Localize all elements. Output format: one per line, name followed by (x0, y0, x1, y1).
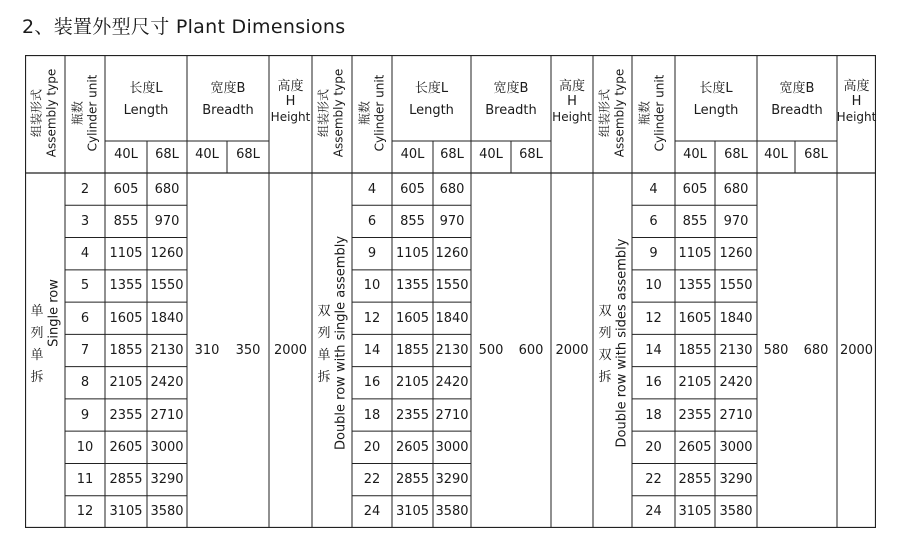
breadth-40l-value: 580 (763, 343, 789, 358)
cylinder-count: 20 (363, 439, 381, 455)
length-header-en: Length (409, 103, 454, 118)
length-40l-value: 1105 (395, 246, 430, 262)
assembly-type-char: 拆 (598, 369, 612, 385)
length-40l-value: 1855 (109, 343, 143, 358)
breadth-header-en: Breadth (202, 103, 254, 118)
length-header-en: Length (123, 103, 169, 118)
cylinder-count: 3 (80, 213, 90, 229)
length-40l-value: 2605 (395, 439, 430, 455)
length-68l-value: 3580 (150, 504, 184, 520)
length-68l-value: 3000 (435, 439, 469, 455)
assembly-type-char: 拆 (30, 369, 44, 385)
length-40l-value: 2105 (109, 375, 143, 391)
cylinder-header-en: Cylinder unit (652, 74, 667, 152)
length-68l-value: 2130 (435, 343, 469, 358)
length-40l-value: 1605 (395, 310, 430, 326)
assembly-type-char: 双 (598, 347, 612, 363)
length-40l-header: 40L (400, 147, 425, 162)
assembly-type-char: 列 (30, 325, 44, 341)
length-68l-value: 2130 (719, 343, 753, 358)
length-68l-value: 1260 (150, 246, 184, 262)
length-68l-value: 1840 (150, 310, 184, 326)
length-68l-value: 680 (723, 181, 749, 197)
length-68l-value: 2710 (150, 407, 184, 423)
length-40l-value: 1855 (395, 343, 430, 358)
cylinder-count: 14 (363, 343, 381, 358)
length-40l-value: 605 (113, 181, 139, 197)
cylinder-count: 4 (367, 181, 377, 197)
height-header-en: Height (836, 110, 877, 124)
length-68l-value: 2420 (150, 375, 184, 391)
length-68l-value: 3290 (719, 472, 753, 488)
length-68l-value: 3580 (719, 504, 753, 520)
length-40l-value: 2855 (395, 472, 430, 488)
length-68l-value: 970 (439, 213, 465, 229)
height-header-en: Height (552, 110, 592, 124)
assembly-type-header-en: Assembly type (612, 68, 627, 158)
length-68l-value: 3290 (435, 472, 469, 488)
length-40l-value: 1105 (678, 246, 712, 262)
length-68l-value: 3580 (435, 504, 469, 520)
length-68l-value: 970 (723, 213, 749, 229)
cylinder-count: 10 (363, 278, 381, 294)
cylinder-count: 14 (645, 343, 662, 358)
cylinder-count: 18 (363, 407, 381, 423)
length-40l-value: 2355 (109, 407, 143, 423)
length-40l-value: 605 (400, 181, 425, 197)
cylinder-count: 6 (649, 213, 658, 229)
breadth-40l-header: 40L (195, 147, 219, 162)
cylinder-header-cn: 瓶数 (637, 100, 652, 126)
length-40l-value: 2355 (678, 407, 712, 423)
length-68l-value: 970 (154, 213, 180, 229)
breadth-header-en: Breadth (771, 103, 823, 118)
assembly-type-header-en: Assembly type (331, 68, 346, 158)
length-40l-value: 3105 (395, 504, 430, 520)
length-40l-value: 1605 (678, 310, 712, 326)
length-68l-value: 2420 (719, 375, 753, 391)
cylinder-count: 6 (367, 213, 377, 229)
breadth-68l-value: 600 (518, 343, 544, 358)
assembly-type-en-vertical: Single row (46, 279, 62, 347)
cylinder-count: 11 (76, 472, 94, 488)
length-40l-value: 2855 (109, 472, 143, 488)
breadth-40l-header: 40L (479, 147, 503, 162)
height-header-h: H (851, 94, 862, 109)
assembly-type-char: 列 (598, 325, 612, 341)
length-68l-value: 1550 (435, 278, 469, 294)
cylinder-count: 9 (649, 246, 658, 262)
length-40l-value: 605 (682, 181, 708, 197)
assembly-type-char: 单 (30, 347, 44, 363)
length-68l-value: 2710 (435, 407, 469, 423)
length-68l-value: 1550 (719, 278, 753, 294)
cylinder-count: 7 (80, 343, 90, 358)
length-40l-value: 1355 (395, 278, 430, 294)
cylinder-count: 4 (649, 181, 658, 197)
assembly-type-cn-vertical (316, 301, 332, 389)
assembly-type-header-cn: 组装形式 (29, 88, 44, 138)
assembly-type-cn-vertical (597, 301, 613, 389)
length-header-cn: 长度L (129, 81, 163, 96)
height-header-en: Height (270, 110, 311, 124)
length-68l-value: 1260 (719, 246, 753, 262)
length-40l-value: 2105 (395, 375, 430, 391)
length-68l-value: 2130 (150, 343, 184, 358)
cylinder-count: 20 (645, 439, 662, 455)
height-value: 2000 (839, 343, 874, 358)
length-40l-value: 3105 (109, 504, 143, 520)
breadth-40l-header: 40L (764, 147, 788, 162)
length-40l-value: 1605 (109, 310, 143, 326)
cylinder-count: 8 (80, 375, 90, 391)
cylinder-header-cn: 瓶数 (357, 100, 372, 126)
assembly-type-char: 列 (317, 325, 331, 341)
assembly-type-header-cn: 组装形式 (597, 88, 612, 138)
length-40l-value: 855 (400, 213, 425, 229)
length-40l-value: 3105 (678, 504, 712, 520)
cylinder-count: 16 (363, 375, 381, 391)
length-68l-value: 1840 (435, 310, 469, 326)
length-68l-value: 2710 (719, 407, 753, 423)
cylinder-count: 12 (76, 504, 94, 520)
length-68l-value: 2420 (435, 375, 469, 391)
breadth-40l-value: 310 (194, 343, 220, 358)
length-40l-value: 2605 (678, 439, 712, 455)
length-40l-value: 2355 (395, 407, 430, 423)
height-header-h: H (567, 94, 577, 109)
length-68l-header: 68L (155, 147, 179, 162)
length-40l-value: 2105 (678, 375, 712, 391)
length-40l-header: 40L (683, 147, 707, 162)
breadth-header-cn: 宽度B (493, 81, 529, 96)
length-40l-value: 855 (113, 213, 139, 229)
length-68l-value: 3290 (150, 472, 184, 488)
height-value: 2000 (273, 343, 308, 358)
assembly-type-char: 拆 (317, 369, 331, 385)
length-40l-value: 2605 (109, 439, 143, 455)
cylinder-count: 22 (363, 472, 381, 488)
cylinder-count: 2 (80, 181, 90, 197)
length-40l-value: 855 (682, 213, 708, 229)
breadth-header-cn: 宽度B (210, 81, 246, 96)
cylinder-count: 4 (80, 246, 90, 262)
dimensions-table (25, 55, 876, 528)
cylinder-count: 18 (645, 407, 662, 423)
assembly-type-header-en: Assembly type (44, 68, 59, 158)
length-68l-value: 3000 (150, 439, 184, 455)
cylinder-count: 10 (76, 439, 94, 455)
assembly-type-char: 单 (30, 303, 44, 319)
height-header-cn: 高度 (277, 79, 304, 94)
cylinder-count: 24 (645, 504, 662, 520)
breadth-68l-header: 68L (236, 147, 260, 162)
length-68l-value: 680 (154, 181, 180, 197)
breadth-header-en: Breadth (485, 103, 537, 118)
height-header-h: H (285, 94, 296, 109)
breadth-header-cn: 宽度B (779, 81, 815, 96)
cylinder-count: 24 (363, 504, 381, 520)
cylinder-header-en: Cylinder unit (85, 74, 100, 152)
cylinder-count: 9 (80, 407, 90, 423)
breadth-68l-value: 680 (803, 343, 829, 358)
length-40l-header: 40L (114, 147, 138, 162)
cylinder-count: 22 (645, 472, 662, 488)
page-heading: 2、装置外型尺寸 Plant Dimensions (22, 16, 346, 38)
cylinder-count: 10 (645, 278, 662, 294)
length-40l-value: 2855 (678, 472, 712, 488)
cylinder-count: 6 (80, 310, 90, 326)
length-68l-value: 1840 (719, 310, 753, 326)
assembly-type-cn-vertical (29, 301, 45, 389)
length-68l-header: 68L (440, 147, 464, 162)
cylinder-count: 12 (645, 310, 662, 326)
assembly-type-en-vertical: Double row with single assembly (333, 235, 349, 451)
height-header-cn: 高度 (558, 79, 586, 94)
assembly-type-char: 双 (317, 303, 331, 319)
length-68l-value: 1260 (435, 246, 469, 262)
cylinder-header-en: Cylinder unit (372, 74, 387, 152)
length-68l-value: 3000 (719, 439, 753, 455)
length-68l-header: 68L (724, 147, 748, 162)
height-header-cn: 高度 (843, 79, 870, 94)
length-40l-value: 1105 (109, 246, 143, 262)
length-header-cn: 长度L (699, 81, 733, 96)
breadth-68l-value: 350 (235, 343, 261, 358)
breadth-40l-value: 500 (478, 343, 504, 358)
length-header-en: Length (693, 103, 739, 118)
height-value: 2000 (555, 343, 589, 358)
assembly-type-header-cn: 组装形式 (316, 88, 331, 138)
cylinder-count: 9 (367, 246, 377, 262)
length-40l-value: 1855 (678, 343, 712, 358)
assembly-type-en-vertical: Double row with sides assembly (614, 238, 630, 448)
length-40l-value: 1355 (109, 278, 143, 294)
length-68l-value: 1550 (150, 278, 184, 294)
assembly-type-char: 单 (317, 347, 331, 363)
assembly-type-char: 双 (598, 303, 612, 319)
breadth-68l-header: 68L (519, 147, 543, 162)
cylinder-count: 12 (363, 310, 381, 326)
cylinder-count: 16 (645, 375, 662, 391)
length-40l-value: 1355 (678, 278, 712, 294)
length-68l-value: 680 (439, 181, 465, 197)
breadth-68l-header: 68L (804, 147, 828, 162)
cylinder-header-cn: 瓶数 (70, 100, 85, 126)
cylinder-count: 5 (80, 278, 90, 294)
length-header-cn: 长度L (414, 81, 449, 96)
